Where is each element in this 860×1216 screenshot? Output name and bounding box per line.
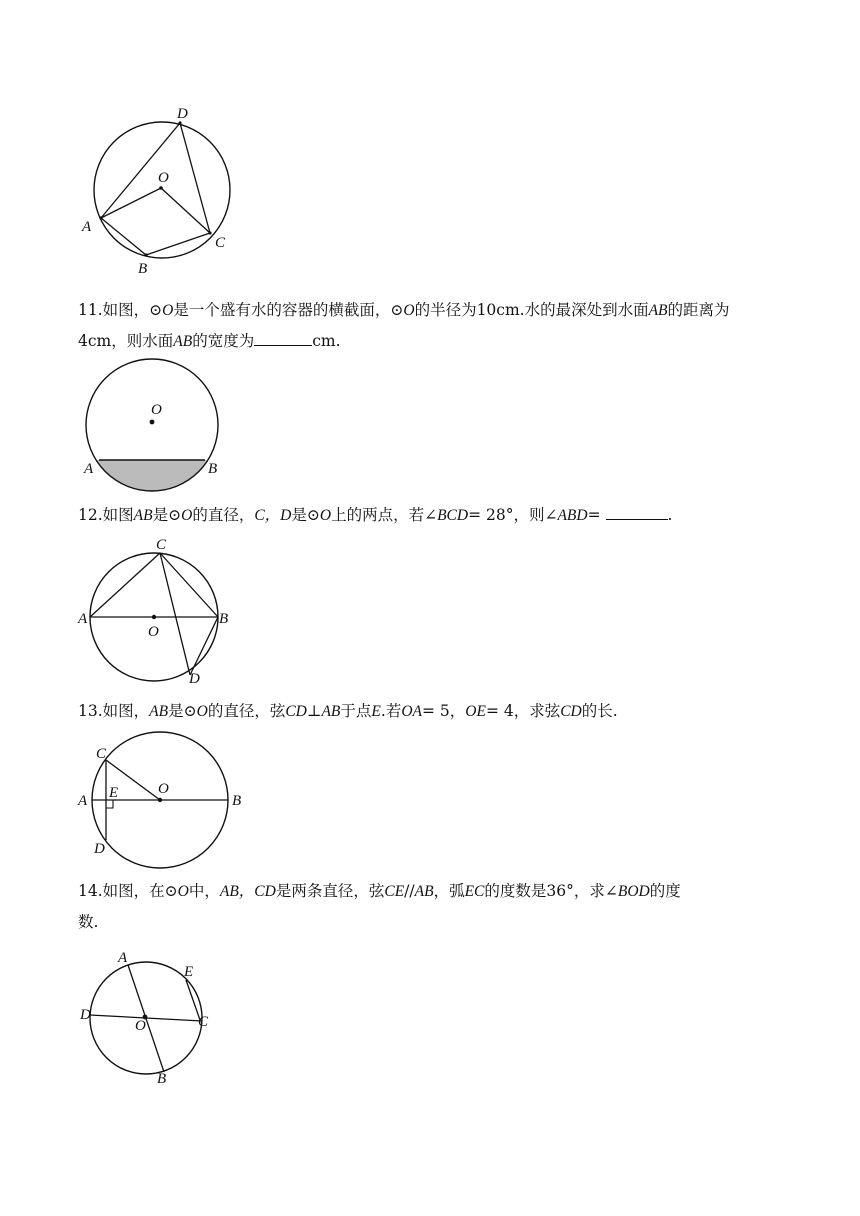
- label-c: C: [215, 235, 226, 251]
- label-d: D: [94, 841, 105, 857]
- label-c: C: [96, 746, 107, 762]
- text: 的度数是36°，求∠: [484, 882, 618, 900]
- text: .若: [380, 702, 402, 720]
- question-11: [78, 295, 778, 357]
- text: 是一个盛有水的容器的横截面，⊙: [173, 301, 404, 319]
- var-o: O: [177, 883, 189, 900]
- var-ab: AB: [133, 507, 153, 524]
- text: = 4，求弦: [485, 702, 561, 720]
- var-ab: AB: [648, 302, 668, 319]
- label-d: D: [80, 1007, 91, 1023]
- label-o: O: [148, 624, 159, 640]
- text: 如图，在⊙: [102, 882, 178, 900]
- chord-bd: [190, 617, 218, 675]
- figure-q12: [76, 535, 236, 685]
- var-ab: AB: [149, 703, 169, 720]
- var-e: E: [371, 703, 381, 720]
- var-ab: AB: [414, 883, 434, 900]
- var-ab-cd: AB，CD: [219, 883, 276, 900]
- center-point: [152, 615, 156, 619]
- var-o: O: [196, 703, 208, 720]
- chord-bc: [146, 233, 210, 255]
- var-o: O: [319, 507, 332, 524]
- label-o: O: [158, 170, 169, 186]
- text: 的直径，: [192, 506, 255, 524]
- label-e: E: [184, 964, 194, 980]
- question-14: [78, 876, 778, 937]
- label-b: B: [219, 611, 229, 627]
- text: 的长.: [581, 702, 618, 720]
- label-d: D: [177, 106, 188, 122]
- text: 的度: [649, 882, 681, 900]
- text: ⊥: [306, 702, 322, 720]
- label-a: A: [78, 611, 88, 627]
- label-o: O: [135, 1018, 146, 1034]
- var-o: O: [403, 302, 415, 319]
- center-point: [159, 186, 163, 190]
- text: = 28°，则∠: [468, 506, 558, 524]
- text: 是⊙: [168, 702, 197, 720]
- var-ab: AB: [321, 703, 341, 720]
- text: 是⊙: [152, 506, 182, 524]
- label-a: A: [118, 950, 128, 966]
- var-ce: CE: [384, 883, 405, 900]
- point-a: [99, 216, 102, 219]
- chord-ab: [101, 218, 146, 255]
- label-o: O: [151, 402, 162, 418]
- label-a: A: [78, 793, 88, 809]
- label-c: C: [156, 537, 167, 553]
- center-point: [150, 420, 155, 425]
- label-e: E: [109, 785, 119, 801]
- chord-cd: [160, 553, 190, 675]
- var-cd: CD: [560, 703, 582, 720]
- text: 的直径，弦: [207, 702, 286, 720]
- text: ，弧: [433, 882, 465, 900]
- label-b: B: [138, 261, 148, 277]
- text: =: [587, 506, 601, 524]
- chord-dc: [180, 123, 210, 233]
- right-angle-mark: [106, 800, 113, 808]
- figure-q13: [76, 735, 256, 870]
- question-number: 13.: [78, 702, 103, 720]
- chord-ca: [90, 553, 160, 617]
- var-o: O: [162, 302, 174, 319]
- text: //: [404, 882, 415, 900]
- var-ec: EC: [464, 883, 485, 900]
- label-a: A: [82, 219, 92, 235]
- var-oa: OA: [401, 703, 422, 720]
- text: 是⊙: [291, 506, 320, 524]
- point-c: [208, 231, 211, 234]
- text: .: [667, 506, 673, 524]
- text: 如图: [102, 506, 134, 524]
- label-b: B: [157, 1071, 167, 1087]
- text: 上的两点，若∠: [331, 506, 438, 524]
- label-c: C: [198, 1014, 209, 1030]
- text: 如图，⊙: [102, 301, 163, 319]
- label-d: D: [189, 671, 200, 687]
- text: 数.: [78, 913, 99, 931]
- var-cd: C，D: [254, 507, 292, 524]
- radius-oc: [161, 188, 210, 233]
- var-o: O: [181, 507, 193, 524]
- label-b: B: [208, 461, 218, 477]
- answer-blank[interactable]: [606, 505, 668, 520]
- var-abd: ABD: [557, 507, 588, 524]
- point-b: [144, 253, 147, 256]
- figure-q10: [76, 100, 246, 280]
- var-bod: BOD: [617, 883, 650, 900]
- question-number: 14.: [78, 882, 103, 900]
- radius-oa: [101, 188, 161, 218]
- question-13: [78, 696, 778, 727]
- figure-q11: [78, 380, 228, 495]
- var-oe: OE: [465, 703, 486, 720]
- label-a: A: [84, 461, 94, 477]
- var-ab: AB: [173, 333, 193, 350]
- var-cd: CD: [285, 703, 307, 720]
- text: 的宽度为: [192, 332, 255, 350]
- unit: cm.: [312, 332, 341, 350]
- question-12: [78, 500, 778, 531]
- text: 如图，: [102, 702, 150, 720]
- answer-blank[interactable]: [254, 331, 312, 346]
- var-bcd: BCD: [437, 507, 469, 524]
- circle-o: [94, 122, 230, 258]
- center-point: [158, 798, 162, 802]
- text: 是两条直径，弦: [275, 882, 385, 900]
- text: 中，: [188, 882, 220, 900]
- question-number: 11.: [78, 301, 103, 319]
- figure-q14: [76, 946, 236, 1091]
- text: 的半径为10cm.水的最深处到水面: [414, 301, 649, 319]
- question-number: 12.: [78, 506, 103, 524]
- label-o: O: [158, 781, 169, 797]
- text: 的距离为4cm，则水面: [78, 301, 730, 350]
- text: = 5，: [421, 702, 466, 720]
- text: 于点: [340, 702, 372, 720]
- label-b: B: [232, 793, 242, 809]
